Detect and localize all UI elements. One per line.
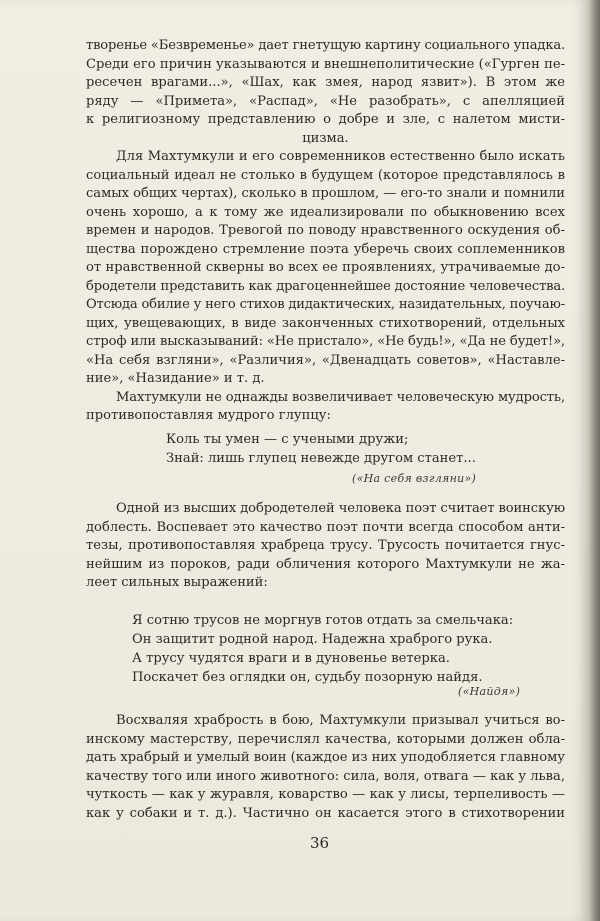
verse-quote-2 (132, 611, 513, 687)
verse-line: Я сотню трусов не моргнув готов отдать за смельчака: (132, 613, 514, 628)
text-line: инскому мастерству, перечислял качества, которыми должен обла- (86, 731, 565, 747)
page-number: 36 (310, 834, 330, 852)
text-line: как у собаки и т. д.). Частично он касается этого в стихотворении (86, 805, 565, 821)
text-line: Среди его причин указываются и внешнеполитические («Гурген пе- (86, 56, 565, 72)
verse-source-2: («Найдя») (458, 685, 521, 698)
verse-line: Коль ты умен — с учеными дружи; (166, 432, 409, 447)
text-line: социальный идеал не столько в будущем (которое представлялось в (86, 167, 565, 183)
text-line: ряду — «Примета», «Распад», «Не разобрать», с апелляцией (86, 93, 565, 109)
paragraph-5 (86, 712, 565, 823)
verse-line: Поскачет без оглядки он, судьбу позорную найдя. (132, 670, 483, 685)
verse-line: Он защитит родной народ. Надежна храброго рука. (132, 632, 493, 647)
text-line: доблесть. Воспевает это качество поэт почти всегда способом анти- (86, 519, 565, 535)
text-line: дать храбрый и умелый воин (каждое из них уподобляется главному (86, 750, 565, 765)
text-line: Для Махтумкули и его современников естественно было искать (116, 149, 565, 164)
page-edge-shadow (588, 0, 600, 921)
text-line: ние», «Назидание» и т. д. (86, 371, 265, 386)
paragraph-1 (86, 37, 565, 148)
paragraph-4 (86, 500, 565, 593)
text-line: цизма. (302, 130, 349, 146)
verse-line: А трусу чудятся враги и в дуновенье ветерка. (132, 651, 450, 666)
text-line: времен и народов. Тревогой по поводу нравственного оскудения об- (86, 223, 565, 238)
paragraph-2 (86, 148, 565, 389)
text-line: противопоставляя мудрого глупцу: (86, 408, 331, 423)
text-line: Восхваляя храбрость в бою, Махтумкули призывал учиться во- (116, 713, 565, 728)
verse-source-1: («На себя взгляни») (352, 472, 477, 485)
text-line: самых общих чертах), сколько в прошлом, — его-то знали и помнили (86, 186, 565, 201)
text-line: Махтумкули не однажды возвеличивает человеческую мудрость, (116, 389, 565, 405)
text-line: Отсюда обилие у него стихов дидактических, назидательных, поучаю- (86, 297, 565, 312)
text-line: чуткость — как у журавля, коварство — как у лисы, терпеливость — (86, 787, 565, 802)
text-line: бродетели представить как драгоценнейшее достояние человечества. (86, 278, 565, 294)
text-line: к религиозному представлению о добре и зле, с налетом мисти- (86, 112, 565, 127)
verse-quote-1 (166, 430, 476, 468)
text-block-top (86, 37, 565, 426)
text-line: щества порождено стремление поэта уберечь своих соплеменников (86, 241, 565, 257)
text-line: тезы, противопоставляя храбреца трусу. Трусость почитается гнус- (86, 538, 565, 553)
text-line: качеству того или иного животного: сила, воля, отвага — как у льва, (86, 768, 565, 784)
text-line: творенье «Безвременье» дает гнетущую картину социального упадка. (86, 38, 565, 53)
text-line: от нравственной скверны во всех ее проявлениях, утрачиваемые до- (86, 260, 565, 275)
text-line: леет сильных выражений: (86, 575, 268, 590)
text-line: «На себя взгляни», «Различия», «Двенадцать советов», «Наставле- (86, 352, 565, 368)
paragraph-3 (86, 389, 565, 426)
text-line: нейшим из пороков, ради обличения которого Махтумкули не жа- (86, 556, 565, 572)
verse-line: Знай: лишь глупец невежде другом станет... (166, 451, 476, 466)
text-line: ресечен врагами...», «Шах, как змея, народ язвит»). В этом же (86, 75, 565, 90)
text-line: очень хорошо, а к тому же идеализировали по обыкновению всех (86, 204, 565, 220)
text-line: строф или высказываний: «Не пристало», «Не будь!», «Да не будет!», (86, 334, 565, 349)
text-line: Одной из высших добродетелей человека поэт считает воинскую (116, 501, 565, 516)
text-line: щих, увещевающих, в виде законченных стихотворений, отдельных (86, 315, 565, 331)
